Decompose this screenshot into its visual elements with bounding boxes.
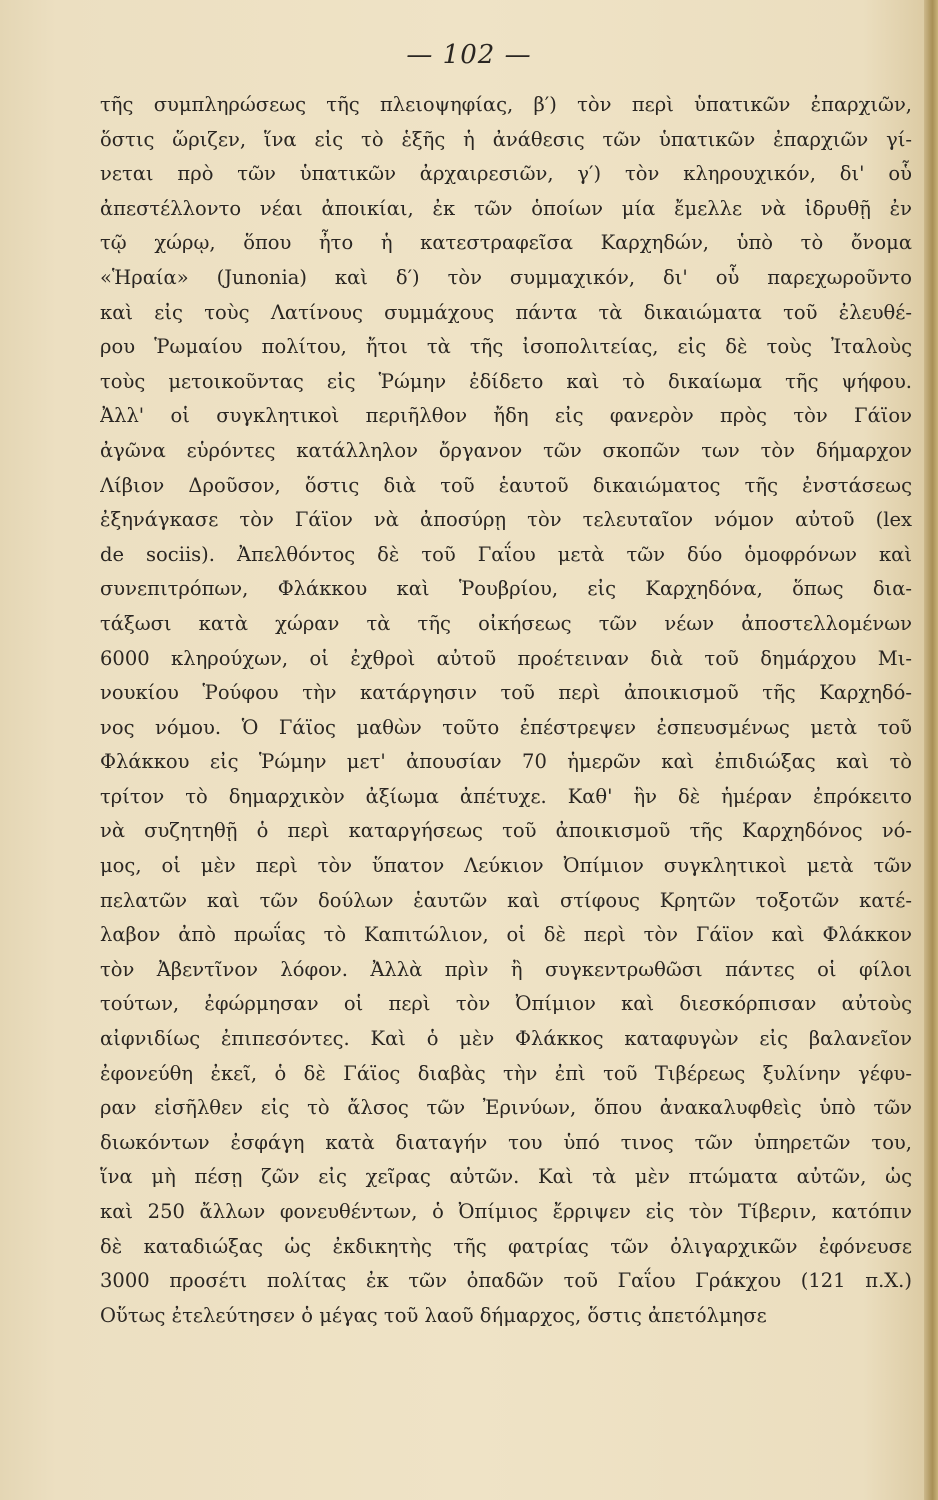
page-edge bbox=[924, 0, 938, 1500]
text-line: τρίτον τὸ δημαρχικὸν ἀξίωμα ἀπέτυχε. Καθ' ἣν δὲ ἡμέραν ἐπρόκειτο bbox=[100, 784, 912, 808]
text-line: Ἀλλ' οἱ συγκλητικοὶ περιῆλθον ἤδη εἰς φανερὸν πρὸς τὸν Γάϊον bbox=[100, 404, 912, 428]
text-line: μος, οἱ μὲν περὶ τὸν ὕπατον Λεύκιον Ὀπίμιον συγκλητικοὶ μετὰ τῶν bbox=[100, 854, 912, 878]
text-line: Οὕτως ἐτελεύτησεν ὁ μέγας τοῦ λαοῦ δήμαρχος, ὅστις ἀπετόλμησε bbox=[100, 1303, 767, 1327]
text-line: αἰφνιδίως ἐπιπεσόντες. Καὶ ὁ μὲν Φλάκκος καταφυγὼν εἰς βαλανεῖον bbox=[100, 1027, 912, 1051]
text-line: τούτων, ἐφώρμησαν οἱ περὶ τὸν Ὀπίμιον καὶ διεσκόρπισαν αὐτοὺς bbox=[100, 992, 912, 1016]
text-line: Λίβιον Δροῦσον, ὅστις διὰ τοῦ ἑαυτοῦ δικαιώματος τῆς ἐνστάσεως bbox=[100, 473, 912, 497]
text-line: καὶ 250 ἄλλων φονευθέντων, ὁ Ὀπίμιος ἔρριψεν εἰς τὸν Τίβεριν, κατόπιν bbox=[100, 1200, 912, 1223]
text-line: ρου Ῥωμαίου πολίτου, ἤτοι τὰ τῆς ἰσοπολιτείας, εἰς δὲ τοὺς Ἰταλοὺς bbox=[100, 335, 912, 359]
text-line: ὅστις ὥριζεν, ἵνα εἰς τὸ ἑξῆς ἡ ἀνάθεσις τῶν ὑπατικῶν ἐπαρχιῶν γί- bbox=[100, 127, 912, 151]
text-line: συνεπιτρόπων, Φλάκκου καὶ Ῥουβρίου, εἰς Καρχηδόνα, ὅπως δια- bbox=[100, 577, 912, 601]
text-line: 3000 προσέτι πολίτας ἐκ τῶν ὀπαδῶν τοῦ Γαΐου Γράκχου (121 π.Χ.) bbox=[100, 1269, 912, 1293]
text-line: δὲ καταδιώξας ὡς ἐκδικητὴς τῆς φατρίας τῶν ὀλιγαρχικῶν ἐφόνευσε bbox=[100, 1234, 912, 1258]
text-line: νουκίου Ῥούφου τὴν κατάργησιν τοῦ περὶ ἀποικισμοῦ τῆς Καρχηδό- bbox=[100, 681, 912, 705]
page-number: — 102 — bbox=[406, 40, 532, 70]
text-line: διωκόντων ἐσφάγη κατὰ διαταγήν του ὑπό τινος τῶν ὑπηρετῶν του, bbox=[100, 1130, 912, 1154]
text-line: «Ἡραία» (Junonia) καὶ δ′) τὸν συμμαχικόν, δι' οὗ παρεχωροῦντο bbox=[100, 265, 912, 289]
text-line: Φλάκκου εἰς Ῥώμην μετ' ἀπουσίαν 70 ἡμερῶν καὶ ἐπιδιώξας καὶ τὸ bbox=[100, 750, 912, 774]
text-line: τάξωσι κατὰ χώραν τὰ τῆς οἰκήσεως τῶν νέων ἀποστελλομένων bbox=[100, 611, 912, 635]
text-line: ραν εἰσῆλθεν εἰς τὸ ἄλσος τῶν Ἐρινύων, ὅπου ἀνακαλυφθεὶς ὑπὸ τῶν bbox=[100, 1096, 912, 1120]
text-line: λαβον ἀπὸ πρωΐας τὸ Καπιτώλιον, οἱ δὲ περὶ τὸν Γάϊον καὶ Φλάκκον bbox=[100, 923, 912, 947]
text-line: πελατῶν καὶ τῶν δούλων ἑαυτῶν καὶ στίφους Κρητῶν τοξοτῶν κατέ- bbox=[100, 888, 912, 912]
text-line: ἐφονεύθη ἐκεῖ, ὁ δὲ Γάϊος διαβὰς τὴν ἐπὶ τοῦ Τιβέρεως ξυλίνην γέφυ- bbox=[100, 1061, 912, 1085]
text-line: τῷ χώρῳ, ὅπου ἦτο ἡ κατεστραφεῖσα Καρχηδών, ὑπὸ τὸ ὄνομα bbox=[100, 231, 912, 255]
text-line: νὰ συζητηθῇ ὁ περὶ καταργήσεως τοῦ ἀποικισμοῦ τῆς Καρχηδόνος νό- bbox=[100, 819, 912, 843]
text-line: 6000 κληρούχων, οἱ ἐχθροὶ αὐτοῦ προέτειναν διὰ τοῦ δημάρχου Μι- bbox=[100, 646, 912, 670]
text-line: ἀπεστέλλοντο νέαι ἀποικίαι, ἐκ τῶν ὁποίων μία ἔμελλε νὰ ἱδρυθῇ ἐν bbox=[100, 196, 912, 220]
text-line: τοὺς μετοικοῦντας εἰς Ῥώμην ἐδίδετο καὶ τὸ δικαίωμα τῆς ψήφου. bbox=[100, 369, 912, 393]
text-line: νος νόμου. Ὁ Γάϊος μαθὼν τοῦτο ἐπέστρεψεν ἐσπευσμένως μετὰ τοῦ bbox=[100, 715, 912, 739]
text-line: ἵνα μὴ πέσῃ ζῶν εἰς χεῖρας αὐτῶν. Καὶ τὰ μὲν πτώματα αὐτῶν, ὡς bbox=[100, 1165, 912, 1189]
text-line: de sociis). Ἀπελθόντος δὲ τοῦ Γαΐου μετὰ τῶν δύο ὁμοφρόνων καὶ bbox=[100, 542, 912, 566]
text-line: ἐξηνάγκασε τὸν Γάϊον νὰ ἀποσύρῃ τὸν τελευταῖον νόμον αὐτοῦ (lex bbox=[100, 508, 912, 532]
text-line: τὸν Ἀβεντῖνον λόφον. Ἀλλὰ πρὶν ἢ συγκεντρωθῶσι πάντες οἱ φίλοι bbox=[100, 957, 912, 981]
body-text bbox=[100, 88, 912, 1333]
text-line: καὶ εἰς τοὺς Λατίνους συμμάχους πάντα τὰ δικαιώματα τοῦ ἐλευθέ- bbox=[100, 300, 912, 324]
text-line: νεται πρὸ τῶν ὑπατικῶν ἀρχαιρεσιῶν, γ′) τὸν κληρουχικόν, δι' οὗ bbox=[100, 162, 912, 186]
text-line: ἀγῶνα εὑρόντες κατάλληλον ὄργανον τῶν σκοπῶν των τὸν δήμαρχον bbox=[100, 438, 912, 462]
text-line: τῆς συμπληρώσεως τῆς πλειοψηφίας, β′) τὸν περὶ ὑπατικῶν ἐπαρχιῶν, bbox=[100, 93, 912, 116]
